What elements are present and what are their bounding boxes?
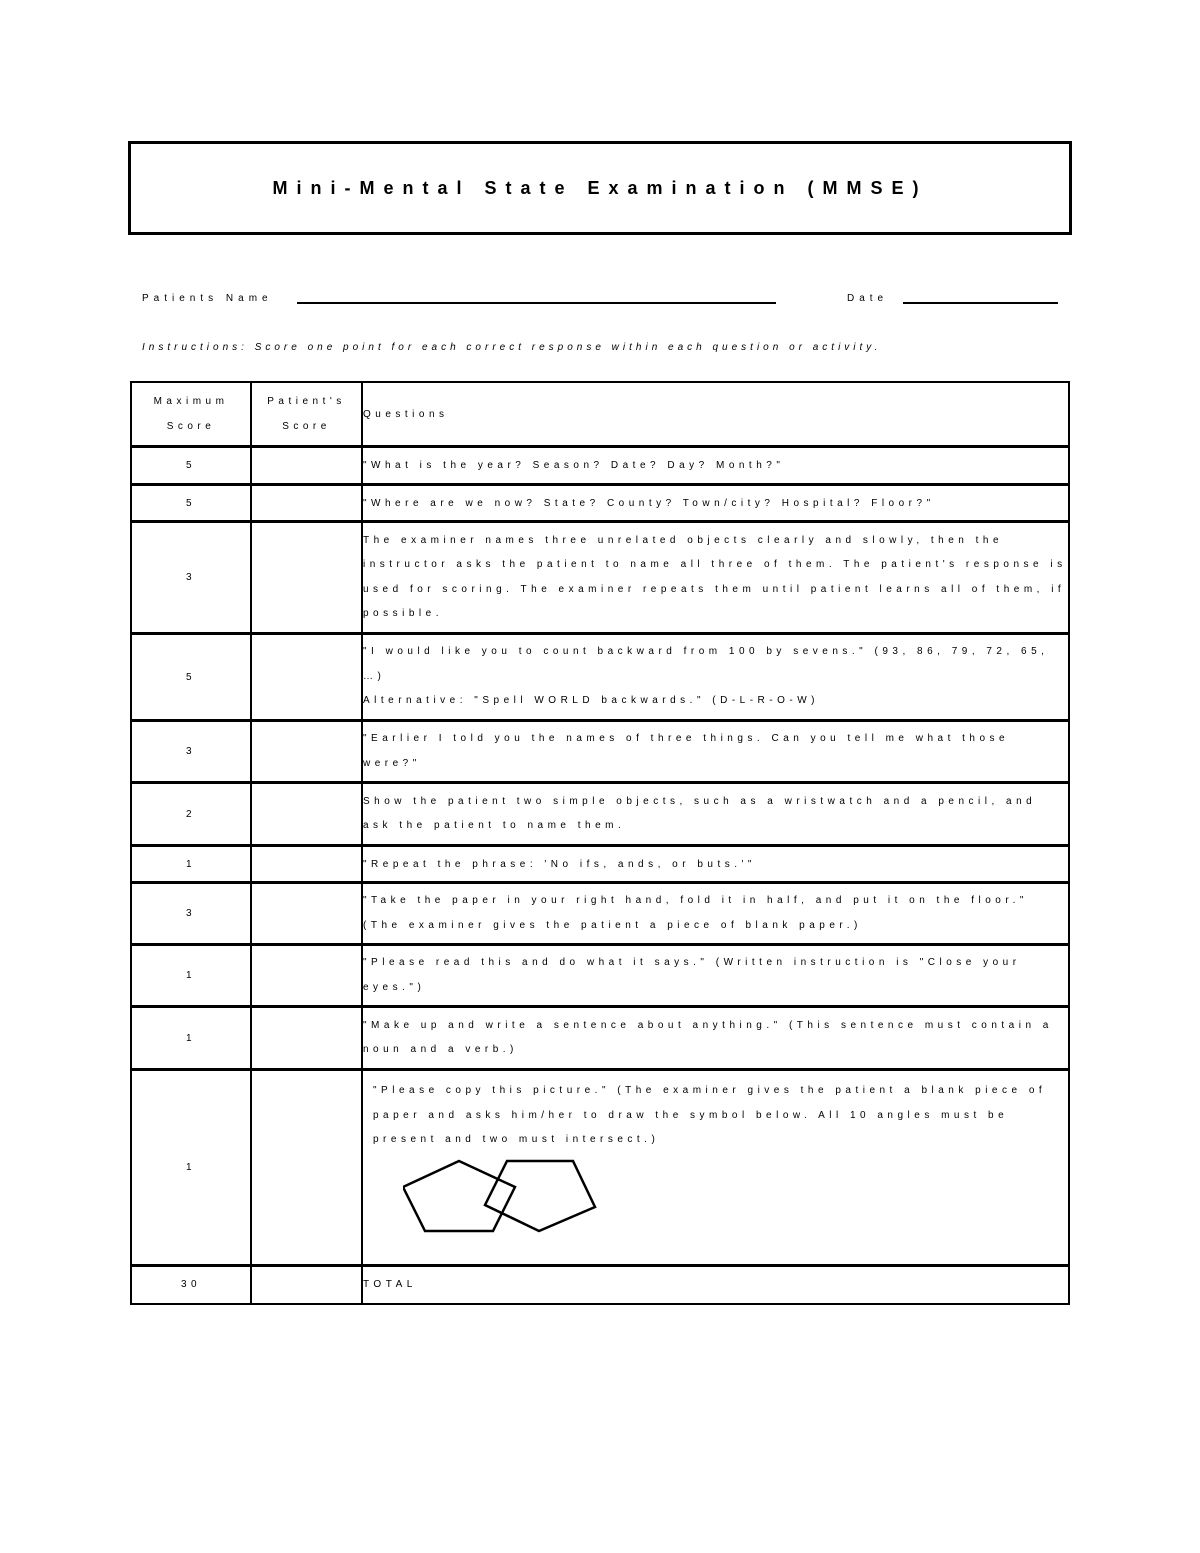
total-label: TOTAL	[362, 1266, 1069, 1304]
header-patient-score	[251, 382, 362, 447]
header-questions: Questions	[362, 382, 1069, 447]
question-cell: "What is the year? Season? Date? Day? Month?"	[362, 447, 1069, 485]
table-row	[131, 721, 1069, 783]
table-row	[131, 945, 1069, 1007]
table-row	[131, 846, 1069, 883]
question-cell: "Make up and write a sentence about anything." (This sentence must contain a noun and a verb.)	[362, 1007, 1069, 1070]
table-row	[131, 634, 1069, 721]
table-row	[131, 783, 1069, 846]
right-pentagon	[485, 1161, 595, 1231]
table-row	[131, 485, 1069, 522]
max-score-cell: 1	[131, 945, 251, 1007]
title-box	[128, 141, 1072, 235]
patient-score-cell[interactable]	[251, 1007, 362, 1070]
question-cell: "Please read this and do what it says." (Written instruction is "Close your eyes.")	[362, 945, 1069, 1007]
table-row	[131, 447, 1069, 485]
question-cell-with-figure	[362, 1070, 1069, 1266]
max-score-cell: 5	[131, 447, 251, 485]
max-score-cell: 2	[131, 783, 251, 846]
date-label: Date	[847, 293, 889, 304]
header-max-score-line2: Score	[166, 421, 216, 432]
patient-score-cell[interactable]	[251, 1070, 362, 1266]
patient-score-cell[interactable]	[251, 447, 362, 485]
patient-score-cell[interactable]	[251, 883, 362, 945]
patient-score-cell[interactable]	[251, 721, 362, 783]
patient-name-label: Patients Name	[142, 293, 273, 304]
mmse-table	[130, 381, 1070, 1305]
total-row	[131, 1266, 1069, 1304]
table-row	[131, 883, 1069, 945]
question-cell: "Repeat the phrase: 'No ifs, ands, or buts.'"	[362, 846, 1069, 883]
header-patient-score-line2: Score	[282, 421, 331, 432]
table-row	[131, 522, 1069, 634]
intersecting-pentagons-icon	[403, 1159, 613, 1239]
table-row	[131, 1070, 1069, 1266]
figure-container	[363, 1153, 1068, 1251]
patient-score-cell[interactable]	[251, 846, 362, 883]
patient-score-cell[interactable]	[251, 783, 362, 846]
max-score-cell: 1	[131, 1070, 251, 1266]
max-score-cell: 3	[131, 522, 251, 634]
total-max-cell: 30	[131, 1266, 251, 1304]
patient-name-field[interactable]	[297, 302, 776, 304]
header-max-score	[131, 382, 251, 447]
question-cell: Show the patient two simple objects, such as a wristwatch and a pencil, and ask the patient to name them.	[362, 783, 1069, 846]
header-max-score-line1: Maximum	[153, 396, 229, 407]
max-score-cell: 1	[131, 1007, 251, 1070]
question-cell: "Take the paper in your right hand, fold it in half, and put it on the floor." (The examiner gives the patient a piece of blank paper.)	[362, 883, 1069, 945]
question-cell: "Where are we now? State? County? Town/city? Hospital? Floor?"	[362, 485, 1069, 522]
question-cell: The examiner names three unrelated objects clearly and slowly, then the instructor asks the patient to name all three of them. The patient's response is used for scoring. The examiner repeats them until patient learns all of them, if possible.	[362, 522, 1069, 634]
total-patient-score-cell[interactable]	[251, 1266, 362, 1304]
max-score-cell: 1	[131, 846, 251, 883]
question-cell: "I would like you to count backward from 100 by sevens." (93, 86, 79, 72, 65, …) Alternative: "Spell WORLD backwards." (D-L-R-O-W)	[362, 634, 1069, 721]
question-text: "Please copy this picture." (The examiner gives the patient a blank piece of paper and asks him/her to draw the symbol below. All 10 angles must be present and two must intersect.)	[373, 1085, 1047, 1145]
patient-score-cell[interactable]	[251, 522, 362, 634]
max-score-cell: 5	[131, 485, 251, 522]
page-title: Mini-Mental State Examination (MMSE)	[272, 177, 928, 198]
table-row	[131, 1007, 1069, 1070]
patient-score-cell[interactable]	[251, 485, 362, 522]
patient-score-cell[interactable]	[251, 634, 362, 721]
patient-score-cell[interactable]	[251, 945, 362, 1007]
question-cell: "Earlier I told you the names of three things. Can you tell me what those were?"	[362, 721, 1069, 783]
max-score-cell: 3	[131, 721, 251, 783]
max-score-cell: 5	[131, 634, 251, 721]
date-field[interactable]	[903, 302, 1058, 304]
left-pentagon	[403, 1161, 515, 1231]
max-score-cell: 3	[131, 883, 251, 945]
instructions-text: Instructions: Score one point for each correct response within each question or activity.	[142, 342, 882, 353]
header-patient-score-line1: Patient's	[267, 396, 346, 407]
